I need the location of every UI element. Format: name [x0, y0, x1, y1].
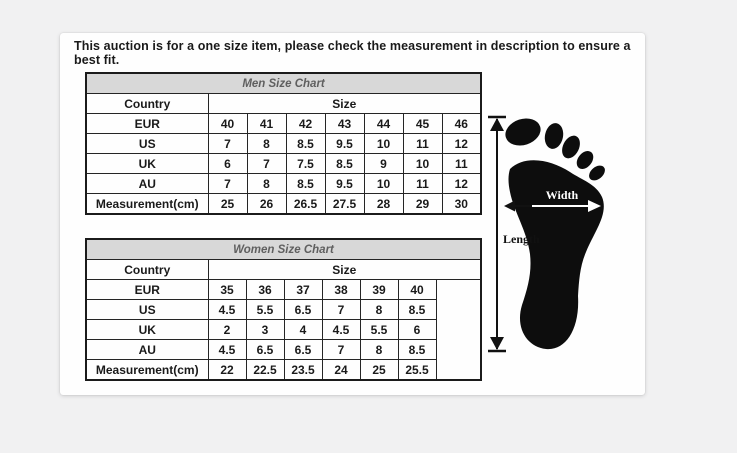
size-value-cell: 26	[247, 194, 286, 215]
size-value-cell: 40	[208, 114, 247, 134]
table-row	[86, 194, 481, 215]
toe-2	[542, 121, 565, 150]
size-value-cell: 7	[322, 300, 360, 320]
size-value-cell: 6.5	[284, 340, 322, 360]
table-row	[86, 134, 481, 154]
size-value-cell: 8	[247, 174, 286, 194]
women-chart-title: Women Size Chart	[86, 239, 481, 260]
size-value-cell: 12	[442, 174, 481, 194]
table-row	[86, 300, 481, 320]
row-label: US	[86, 134, 208, 154]
size-value-cell: 23.5	[284, 360, 322, 381]
size-value-cell: 24	[322, 360, 360, 381]
size-value-cell: 6.5	[246, 340, 284, 360]
size-value-cell: 8.5	[325, 154, 364, 174]
size-value-cell: 5.5	[360, 320, 398, 340]
size-value-cell: 38	[322, 280, 360, 300]
size-value-cell: 10	[364, 134, 403, 154]
size-value-cell: 37	[284, 280, 322, 300]
women-size-chart-table	[85, 238, 482, 381]
foot-measurement-diagram	[482, 103, 644, 387]
row-label: UK	[86, 320, 208, 340]
row-label: AU	[86, 174, 208, 194]
size-value-cell: 22.5	[246, 360, 284, 381]
row-label: EUR	[86, 114, 208, 134]
size-value-cell: 36	[246, 280, 284, 300]
big-toe	[502, 114, 544, 150]
size-value-cell: 7	[208, 174, 247, 194]
size-value-cell: 4.5	[208, 340, 246, 360]
size-value-cell: 22	[208, 360, 246, 381]
size-value-cell: 9.5	[325, 134, 364, 154]
toe-5	[586, 163, 608, 184]
row-label: AU	[86, 340, 208, 360]
size-value-cell: 41	[247, 114, 286, 134]
size-value-cell: 46	[442, 114, 481, 134]
size-value-cell: 9	[364, 154, 403, 174]
size-value-cell: 30	[442, 194, 481, 215]
row-label: Measurement(cm)	[86, 360, 208, 381]
size-value-cell: 7	[208, 134, 247, 154]
size-value-cell: 10	[364, 174, 403, 194]
table-header-row	[86, 94, 481, 114]
size-value-cell: 5.5	[246, 300, 284, 320]
auction-notice-text: This auction is for a one size item, please check the measurement in description to ensure a best fit.	[74, 39, 631, 67]
table-title-row	[86, 73, 481, 94]
size-value-cell: 45	[403, 114, 442, 134]
table-row	[86, 174, 481, 194]
size-value-cell: 39	[360, 280, 398, 300]
row-label: Measurement(cm)	[86, 194, 208, 215]
size-value-cell: 8	[247, 134, 286, 154]
size-value-cell: 25	[360, 360, 398, 381]
size-header: Size	[208, 94, 481, 114]
row-label: US	[86, 300, 208, 320]
footprint-icon	[482, 103, 644, 387]
size-value-cell: 3	[246, 320, 284, 340]
table-row	[86, 154, 481, 174]
table-row	[86, 114, 481, 134]
size-value-cell: 6	[398, 320, 436, 340]
size-value-cell: 8	[360, 300, 398, 320]
size-value-cell: 12	[442, 134, 481, 154]
size-value-cell: 42	[286, 114, 325, 134]
length-label: Length	[503, 232, 540, 246]
empty-cell	[436, 280, 481, 381]
size-value-cell: 44	[364, 114, 403, 134]
size-value-cell: 4	[284, 320, 322, 340]
size-value-cell: 11	[403, 134, 442, 154]
size-value-cell: 8	[360, 340, 398, 360]
size-value-cell: 6.5	[284, 300, 322, 320]
table-row	[86, 340, 481, 360]
size-value-cell: 7	[322, 340, 360, 360]
size-value-cell: 26.5	[286, 194, 325, 215]
size-value-cell: 8.5	[398, 340, 436, 360]
table-header-row	[86, 260, 481, 280]
table-row	[86, 320, 481, 340]
size-value-cell: 7	[247, 154, 286, 174]
size-value-cell: 40	[398, 280, 436, 300]
size-value-cell: 43	[325, 114, 364, 134]
size-value-cell: 7.5	[286, 154, 325, 174]
country-header: Country	[86, 260, 208, 280]
size-value-cell: 28	[364, 194, 403, 215]
size-value-cell: 4.5	[208, 300, 246, 320]
row-label: EUR	[86, 280, 208, 300]
table-row	[86, 280, 481, 300]
table-title-row	[86, 239, 481, 260]
size-value-cell: 25.5	[398, 360, 436, 381]
width-label: Width	[545, 188, 579, 202]
size-value-cell: 10	[403, 154, 442, 174]
size-value-cell: 25	[208, 194, 247, 215]
content-panel	[60, 33, 645, 395]
size-value-cell: 35	[208, 280, 246, 300]
row-label: UK	[86, 154, 208, 174]
size-value-cell: 8.5	[286, 174, 325, 194]
size-value-cell: 4.5	[322, 320, 360, 340]
men-size-chart-table	[85, 72, 482, 215]
size-value-cell: 2	[208, 320, 246, 340]
size-value-cell: 8.5	[286, 134, 325, 154]
country-header: Country	[86, 94, 208, 114]
size-value-cell: 8.5	[398, 300, 436, 320]
size-value-cell: 27.5	[325, 194, 364, 215]
size-header: Size	[208, 260, 481, 280]
men-chart-title: Men Size Chart	[86, 73, 481, 94]
size-value-cell: 9.5	[325, 174, 364, 194]
size-value-cell: 29	[403, 194, 442, 215]
size-value-cell: 11	[442, 154, 481, 174]
size-value-cell: 11	[403, 174, 442, 194]
table-row	[86, 360, 481, 381]
size-value-cell: 6	[208, 154, 247, 174]
